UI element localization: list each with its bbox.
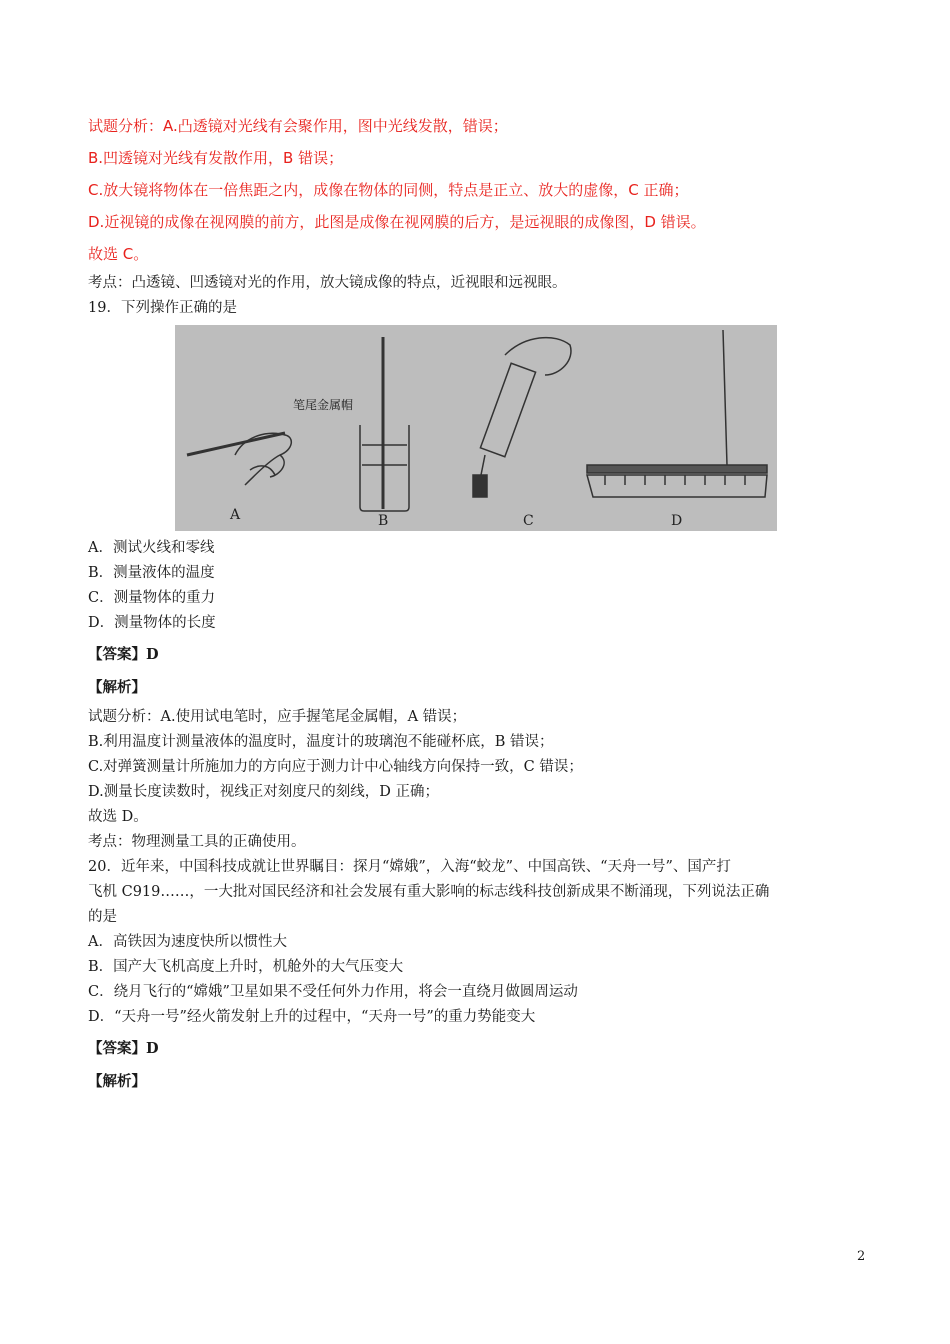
figure-label-a: A: [230, 507, 241, 523]
spring-scale-drawing: [473, 338, 571, 497]
test-pen-drawing: [187, 433, 291, 485]
beaker-thermometer-drawing: [360, 337, 409, 511]
q19-analysis-line-5: 故选 D。: [88, 809, 148, 825]
q19-illustration: [175, 325, 777, 531]
figure-label-d: D: [671, 513, 683, 529]
q20-jiexi-heading: 【解析】: [88, 1073, 146, 1090]
figure-label-c: C: [523, 513, 534, 529]
q19-answer: 【答案】D: [88, 646, 159, 663]
analysis-18-line-5: 故选 C。: [88, 245, 149, 263]
q20-option-b: B．国产大飞机高度上升时，机舱外的大气压变大: [88, 959, 404, 975]
analysis-18-line-3: C.放大镜将物体在一倍焦距之内，成像在物体的同侧，特点是正立、放大的虚像，C 正确；: [88, 181, 689, 199]
q19-option-c: C．测量物体的重力: [88, 590, 216, 606]
q19-figure: [175, 325, 777, 531]
q19-stem: 19．下列操作正确的是: [88, 300, 237, 316]
q19-option-d: D．测量物体的长度: [88, 615, 216, 631]
q19-analysis-line-1: 试题分析：A.使用试电笔时，应手握笔尾金属帽，A 错误；: [88, 709, 467, 725]
q20-stem-line-1: 20．近年来，中国科技成就让世界瞩目：探月“嫦娥”，入海“蛟龙”、中国高铁、“天舟一号”、国产打: [88, 859, 731, 875]
q20-option-c: C．绕月飞行的“嫦娥”卫星如果不受任何外力作用，将会一直绕月做圆周运动: [88, 984, 578, 1000]
q20-answer: 【答案】D: [88, 1040, 159, 1057]
analysis-18-line-4: D.近视镜的成像在视网膜的前方，此图是成像在视网膜的后方，是远视眼的成像图，D 错误。: [88, 213, 706, 231]
q19-kaodian: 考点：物理测量工具的正确使用。: [88, 834, 306, 850]
q19-analysis-line-3: C.对弹簧测量计所施加力的方向应于测力计中心轴线方向保持一致，C 错误；: [88, 759, 583, 775]
q20-stem-line-3: 的是: [88, 909, 117, 925]
q19-option-b: B．测量液体的温度: [88, 565, 215, 581]
figure-label-pen: 笔尾金属帽: [293, 398, 354, 412]
analysis-18-line-2: B.凹透镜对光线有发散作用，B 错误；: [88, 149, 344, 167]
q19-jiexi-heading: 【解析】: [88, 679, 146, 696]
q20-stem-line-2: 飞机 C919……，一大批对国民经济和社会发展有重大影响的标志线科技创新成果不断涌现，下列说法正确: [88, 884, 770, 900]
q19-option-a: A．测试火线和零线: [88, 540, 215, 556]
figure-label-b: B: [378, 513, 389, 529]
page-number: 2: [857, 1249, 866, 1264]
q19-analysis-line-2: B.利用温度计测量液体的温度时，温度计的玻璃泡不能碰杯底，B 错误；: [88, 734, 554, 750]
analysis-18-line-1: 试题分析：A.凸透镜对光线有会聚作用，图中光线发散，错误；: [88, 117, 508, 135]
q18-kaodian: 考点：凸透镜、凹透镜对光的作用，放大镜成像的特点，近视眼和远视眼。: [88, 275, 567, 291]
q20-option-d: D．“天舟一号”经火箭发射上升的过程中，“天舟一号”的重力势能变大: [88, 1009, 536, 1025]
q20-option-a: A．高铁因为速度快所以惯性大: [88, 934, 287, 950]
q19-analysis-line-4: D.测量长度读数时，视线正对刻度尺的刻线，D 正确；: [88, 784, 439, 800]
ruler-drawing: [587, 330, 767, 497]
